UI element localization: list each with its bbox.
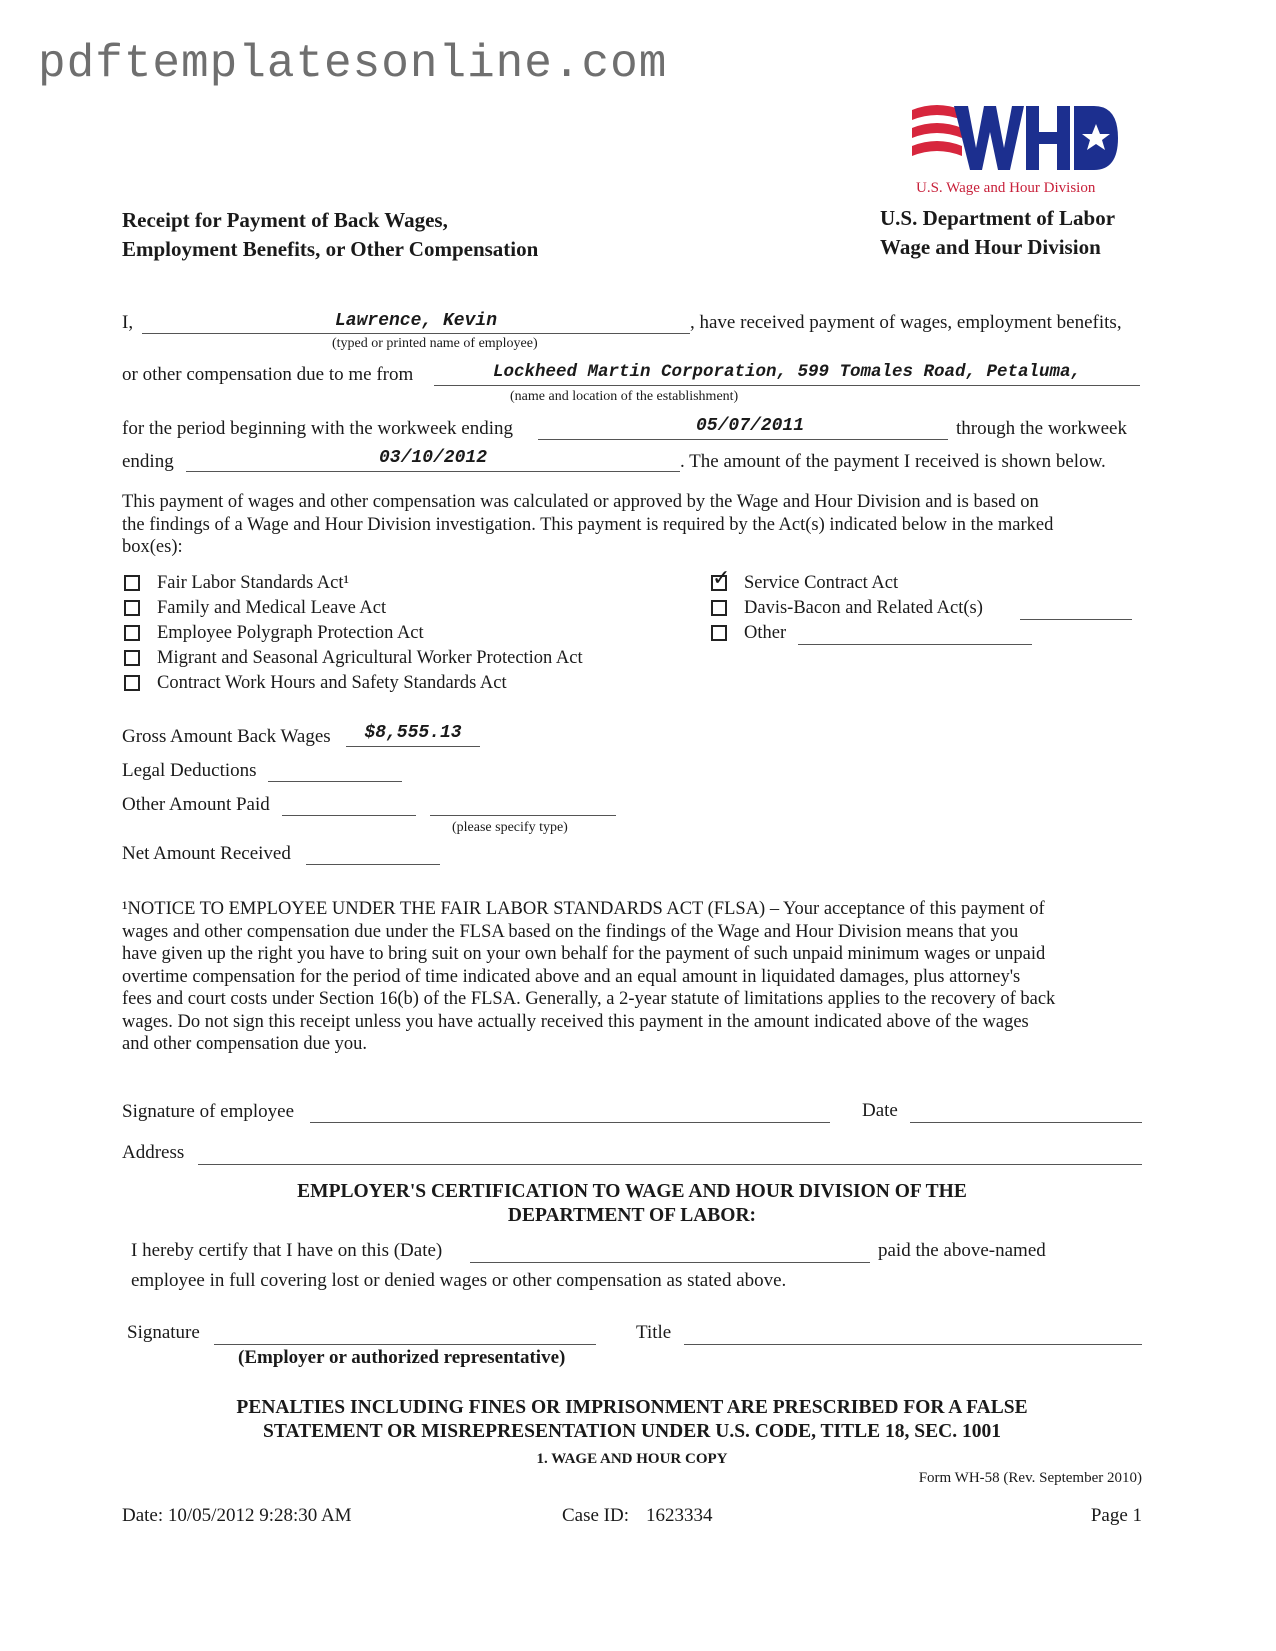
receipt-from-text: or other compensation due to me from — [122, 364, 414, 385]
checkbox-mspa[interactable] — [124, 650, 140, 666]
penalties-notice — [122, 1396, 1142, 1444]
receipt-after-name: , have received payment of wages, employment benefits, — [690, 312, 1122, 333]
employee-date-field[interactable] — [910, 1122, 1142, 1123]
act-label-sca: Service Contract Act — [744, 573, 899, 593]
logo-caption: U.S. Wage and Hour Division — [916, 180, 1096, 196]
agency-line-2: Wage and Hour Division — [880, 235, 1101, 259]
paid-text: paid the above-named — [878, 1240, 1046, 1261]
checkbox-eppa[interactable] — [124, 625, 140, 641]
other-amount-line — [282, 815, 416, 816]
page-number: Page 1 — [1090, 1505, 1142, 1526]
act-label-eppa: Employee Polygraph Protection Act — [157, 623, 424, 643]
gross-label: Gross Amount Back Wages — [122, 726, 331, 747]
receipt-prefix: I, — [122, 312, 134, 333]
act-label-fmla: Family and Medical Leave Act — [157, 598, 387, 618]
basis-line: the findings of a Wage and Hour Division investigation. This payment is required by the Act(s) indicated below in the marked — [122, 514, 1054, 535]
case-id-value: 1623334 — [646, 1505, 713, 1526]
act-label-other: Other — [744, 623, 787, 643]
employer-signature-field[interactable] — [214, 1344, 596, 1345]
davis-bacon-line[interactable] — [1020, 619, 1132, 620]
employee-address-field[interactable] — [198, 1164, 1142, 1165]
copy-label: 1. WAGE AND HOUR COPY — [536, 1451, 728, 1467]
whd-logo — [912, 100, 1122, 190]
employee-signature-label: Signature of employee — [122, 1101, 295, 1122]
employer-signature-caption: (Employer or authorized representative) — [238, 1347, 566, 1368]
employer-cert-heading-line: DEPARTMENT OF LABOR: — [507, 1205, 757, 1226]
establishment-caption: (name and location of the establishment) — [510, 389, 739, 404]
notice-line: fees and court costs under Section 16(b) of the FLSA. Generally, a 2-year statute of limitations applies to the recovery of back — [122, 989, 1056, 1009]
period-end-field[interactable]: 03/10/2012 — [378, 448, 488, 468]
employee-address-label: Address — [122, 1142, 185, 1163]
watermark: pdftemplatesonline.com — [38, 38, 668, 90]
basis-line: This payment of wages and other compensation was calculated or approved by the Wage and Hour Division and is based on — [122, 492, 1039, 512]
employer-cert-heading-line: EMPLOYER'S CERTIFICATION TO WAGE AND HOUR DIVISION OF THE — [297, 1181, 967, 1202]
checkbox-other[interactable] — [711, 625, 727, 641]
other-act-line[interactable] — [798, 644, 1032, 645]
case-id-label: Case ID: — [562, 1505, 630, 1526]
form-number: Form WH-58 (Rev. September 2010) — [918, 1470, 1142, 1486]
ending-text: ending — [122, 451, 174, 472]
notice-line: overtime compensation for the period of time indicated above and an equal amount in liquidated damages, plus attorney's — [122, 966, 1021, 987]
employer-signature-label: Signature — [127, 1322, 200, 1343]
employee-name-field[interactable]: Lawrence, Kevin — [334, 311, 498, 331]
checkbox-fmla[interactable] — [124, 600, 140, 616]
checkbox-sca[interactable] — [711, 566, 731, 591]
period-end-line — [186, 471, 680, 472]
covering-text: employee in full covering lost or denied wages or other compensation as stated above. — [131, 1270, 787, 1291]
period-start-line — [538, 439, 948, 440]
establishment-line — [434, 385, 1140, 386]
employer-cert-heading — [122, 1180, 1142, 1228]
employee-signature-field[interactable] — [310, 1122, 830, 1123]
deductions-line — [268, 781, 402, 782]
penalties-line: STATEMENT OR MISREPRESENTATION UNDER U.S. CODE, TITLE 18, SEC. 1001 — [263, 1421, 1001, 1442]
form-title-line-1: Receipt for Payment of Back Wages, — [122, 208, 448, 232]
amount-text: . The amount of the payment I received is shown below. — [680, 451, 1106, 472]
period-start-field[interactable]: 05/07/2011 — [695, 416, 805, 436]
establishment-field[interactable]: Lockheed Martin Corporation, 599 Tomales Road, Petaluma, — [492, 362, 1082, 382]
basis-line: box(es): — [122, 537, 183, 557]
act-label-cwhssa: Contract Work Hours and Safety Standards Act — [157, 673, 507, 693]
employer-title-field[interactable] — [684, 1344, 1142, 1345]
net-line — [306, 864, 440, 865]
net-label: Net Amount Received — [122, 843, 291, 864]
employee-name-line — [142, 333, 690, 334]
gross-line — [346, 746, 480, 747]
through-text: through the workweek — [956, 418, 1127, 439]
act-label-mspa: Migrant and Seasonal Agricultural Worker Protection Act — [157, 648, 583, 668]
act-label-davis-bacon: Davis-Bacon and Related Act(s) — [744, 598, 983, 618]
employee-name-caption: (typed or printed name of employee) — [332, 336, 538, 351]
footer-date: Date: 10/05/2012 9:28:30 AM — [122, 1505, 352, 1526]
checkbox-flsa[interactable] — [124, 575, 140, 591]
notice-line: have given up the right you have to bring suit on your own behalf for the payment of such unpaid minimum wages or unpaid — [122, 944, 1046, 964]
notice-line: and other compensation due you. — [122, 1034, 368, 1054]
deductions-label: Legal Deductions — [122, 760, 257, 781]
form-title-line-2: Employment Benefits, or Other Compensation — [122, 237, 539, 261]
checkbox-davis-bacon[interactable] — [711, 600, 727, 616]
other-type-caption: (please specify type) — [452, 820, 568, 835]
other-amount-label: Other Amount Paid — [122, 794, 270, 815]
check-mark-icon: ✓ — [712, 566, 731, 591]
certify-date-field[interactable] — [470, 1262, 870, 1263]
notice-line: wages and other compensation due under the FLSA based on the findings of the Wage and Hour Division means that you — [122, 921, 1019, 942]
gross-value-field[interactable]: $8,555.13 — [364, 723, 462, 743]
certify-text: I hereby certify that I have on this (Date) — [131, 1240, 443, 1261]
flsa-notice — [122, 898, 1152, 1056]
penalties-line: PENALTIES INCLUDING FINES OR IMPRISONMENT ARE PRESCRIBED FOR A FALSE — [236, 1397, 1028, 1418]
notice-line: ¹NOTICE TO EMPLOYEE UNDER THE FAIR LABOR STANDARDS ACT (FLSA) – Your acceptance of this payment of — [122, 899, 1045, 919]
period-text: for the period beginning with the workweek ending — [122, 418, 513, 439]
whd-logo-graphic — [912, 100, 1122, 175]
checkbox-cwhssa[interactable] — [124, 675, 140, 691]
act-label-flsa: Fair Labor Standards Act¹ — [157, 573, 350, 593]
agency-line-1: U.S. Department of Labor — [880, 206, 1116, 230]
notice-line: wages. Do not sign this receipt unless you have actually received this payment in the amount indicated above of the wages — [122, 1011, 1029, 1032]
employee-date-label: Date — [862, 1100, 898, 1121]
other-type-line[interactable] — [430, 815, 616, 816]
basis-paragraph — [122, 491, 1142, 559]
employer-title-label: Title — [636, 1322, 672, 1343]
